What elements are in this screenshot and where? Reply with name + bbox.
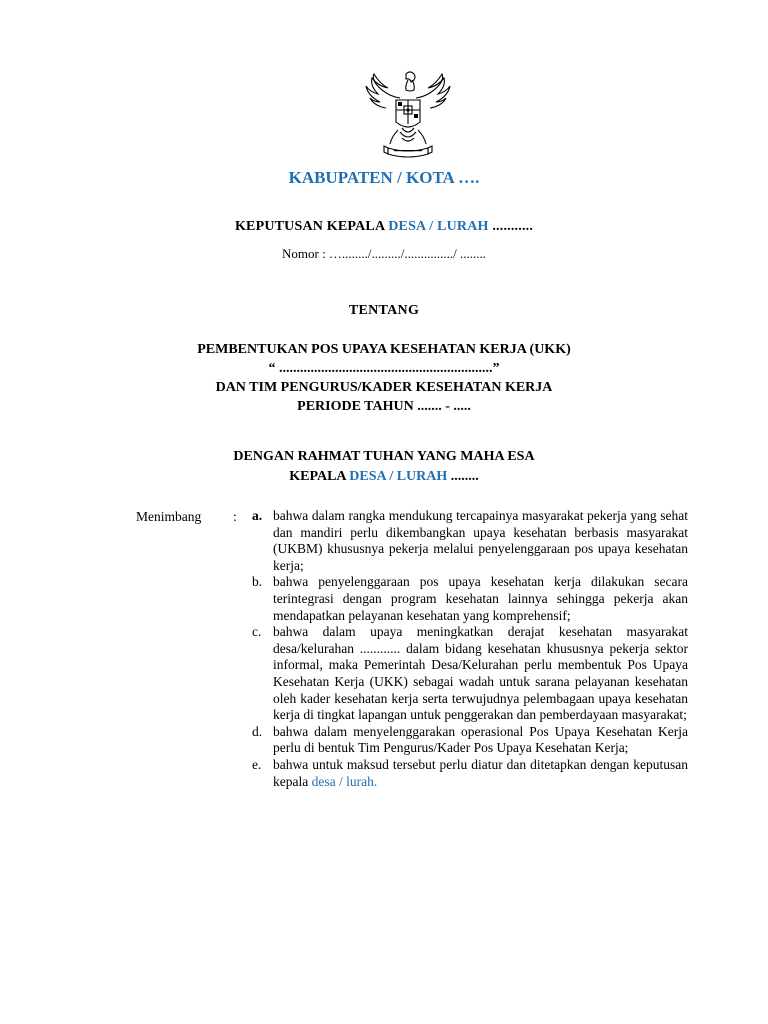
subject-line-1: PEMBENTUKAN POS UPAYA KESEHATAN KERJA (UKK)	[197, 342, 571, 357]
considering-colon: :	[233, 509, 237, 524]
subject-line-2: “ .............................................................”	[268, 361, 500, 376]
item-marker: d.	[252, 723, 263, 739]
blessing-line: DENGAN RAHMAT TUHAN YANG MAHA ESA	[233, 449, 535, 464]
decree-title-suffix: ...........	[488, 219, 534, 234]
considering-list	[252, 508, 688, 790]
garuda-pancasila-emblem-icon	[362, 68, 454, 164]
considering-item-c	[252, 624, 688, 724]
considering-item-b	[252, 574, 688, 624]
decree-title-prefix: KEPUTUSAN KEPALA	[234, 219, 389, 234]
item-marker: c.	[252, 624, 262, 640]
subject-line-4: PERIODE TAHUN ....... - .....	[297, 399, 471, 414]
item-text-village: desa / lurah.	[311, 773, 378, 789]
about-heading: TENTANG	[348, 303, 420, 318]
item-marker: b.	[252, 574, 263, 590]
subject-line-3: DAN TIM PENGURUS/KADER KESEHATAN KERJA	[215, 380, 553, 395]
item-text: bahwa penyelenggaraan pos upaya kesehatan kerja dilakukan secara terintegrasi dengan program kesehatan lainnya sehingga pekerja akan mendapatkan pelayanan kesehatan yang komprehensif;	[273, 574, 688, 623]
considering-item-d	[252, 724, 688, 757]
regency-heading: KABUPATEN / KOTA ….	[288, 168, 480, 187]
considering-item-e	[252, 757, 688, 790]
item-text	[273, 757, 688, 790]
decree-title-village: DESA / LURAH	[388, 219, 489, 234]
decree-title	[0, 219, 768, 235]
item-text: bahwa dalam rangka mendukung tercapainya masyarakat pekerja yang sehat dan mandiri perlu dikembangkan upaya kesehatan berbasis masyarakat (UKBM) khususnya pekerja melalui penyelenggaraan pos upaya kesehatan kerja;	[273, 508, 688, 573]
considering-label: Menimbang	[136, 509, 202, 524]
considering-item-a	[252, 508, 688, 574]
head-title-suffix: ........	[447, 469, 479, 484]
item-marker: a.	[252, 508, 263, 523]
head-title-village: DESA / LURAH	[349, 469, 448, 484]
item-text: bahwa dalam upaya meningkatkan derajat kesehatan masyarakat desa/kelurahan ............ dalam bidang kesehatan khususnya pekerja sektor informal, maka Pemerintah Desa/Kelurahan perlu membentuk Pos Upaya Kesehatan Kerja (UKK) sebagai wadah untuk sarana pelayanan kesehatan oleh kader kesehatan kerja serta terwujudnya pelembagaan upaya kesehatan kerja di tingkat lapangan untuk penggerakan dan pemberdayaan masyarakat;	[273, 624, 688, 723]
item-text: bahwa dalam menyelenggarakan operasional Pos Upaya Kesehatan Kerja perlu di bentuk Tim Pengurus/Kader Pos Upaya Kesehatan Kerja;	[273, 723, 688, 756]
decree-number: Nomor : …......../........./.............../ ........	[281, 246, 487, 261]
item-text-main: bahwa untuk maksud tersebut perlu diatur dan ditetapkan dengan keputusan kepala	[273, 756, 688, 789]
head-title-prefix: KEPALA	[289, 469, 350, 484]
head-title	[0, 469, 768, 485]
item-marker: e.	[252, 756, 262, 772]
